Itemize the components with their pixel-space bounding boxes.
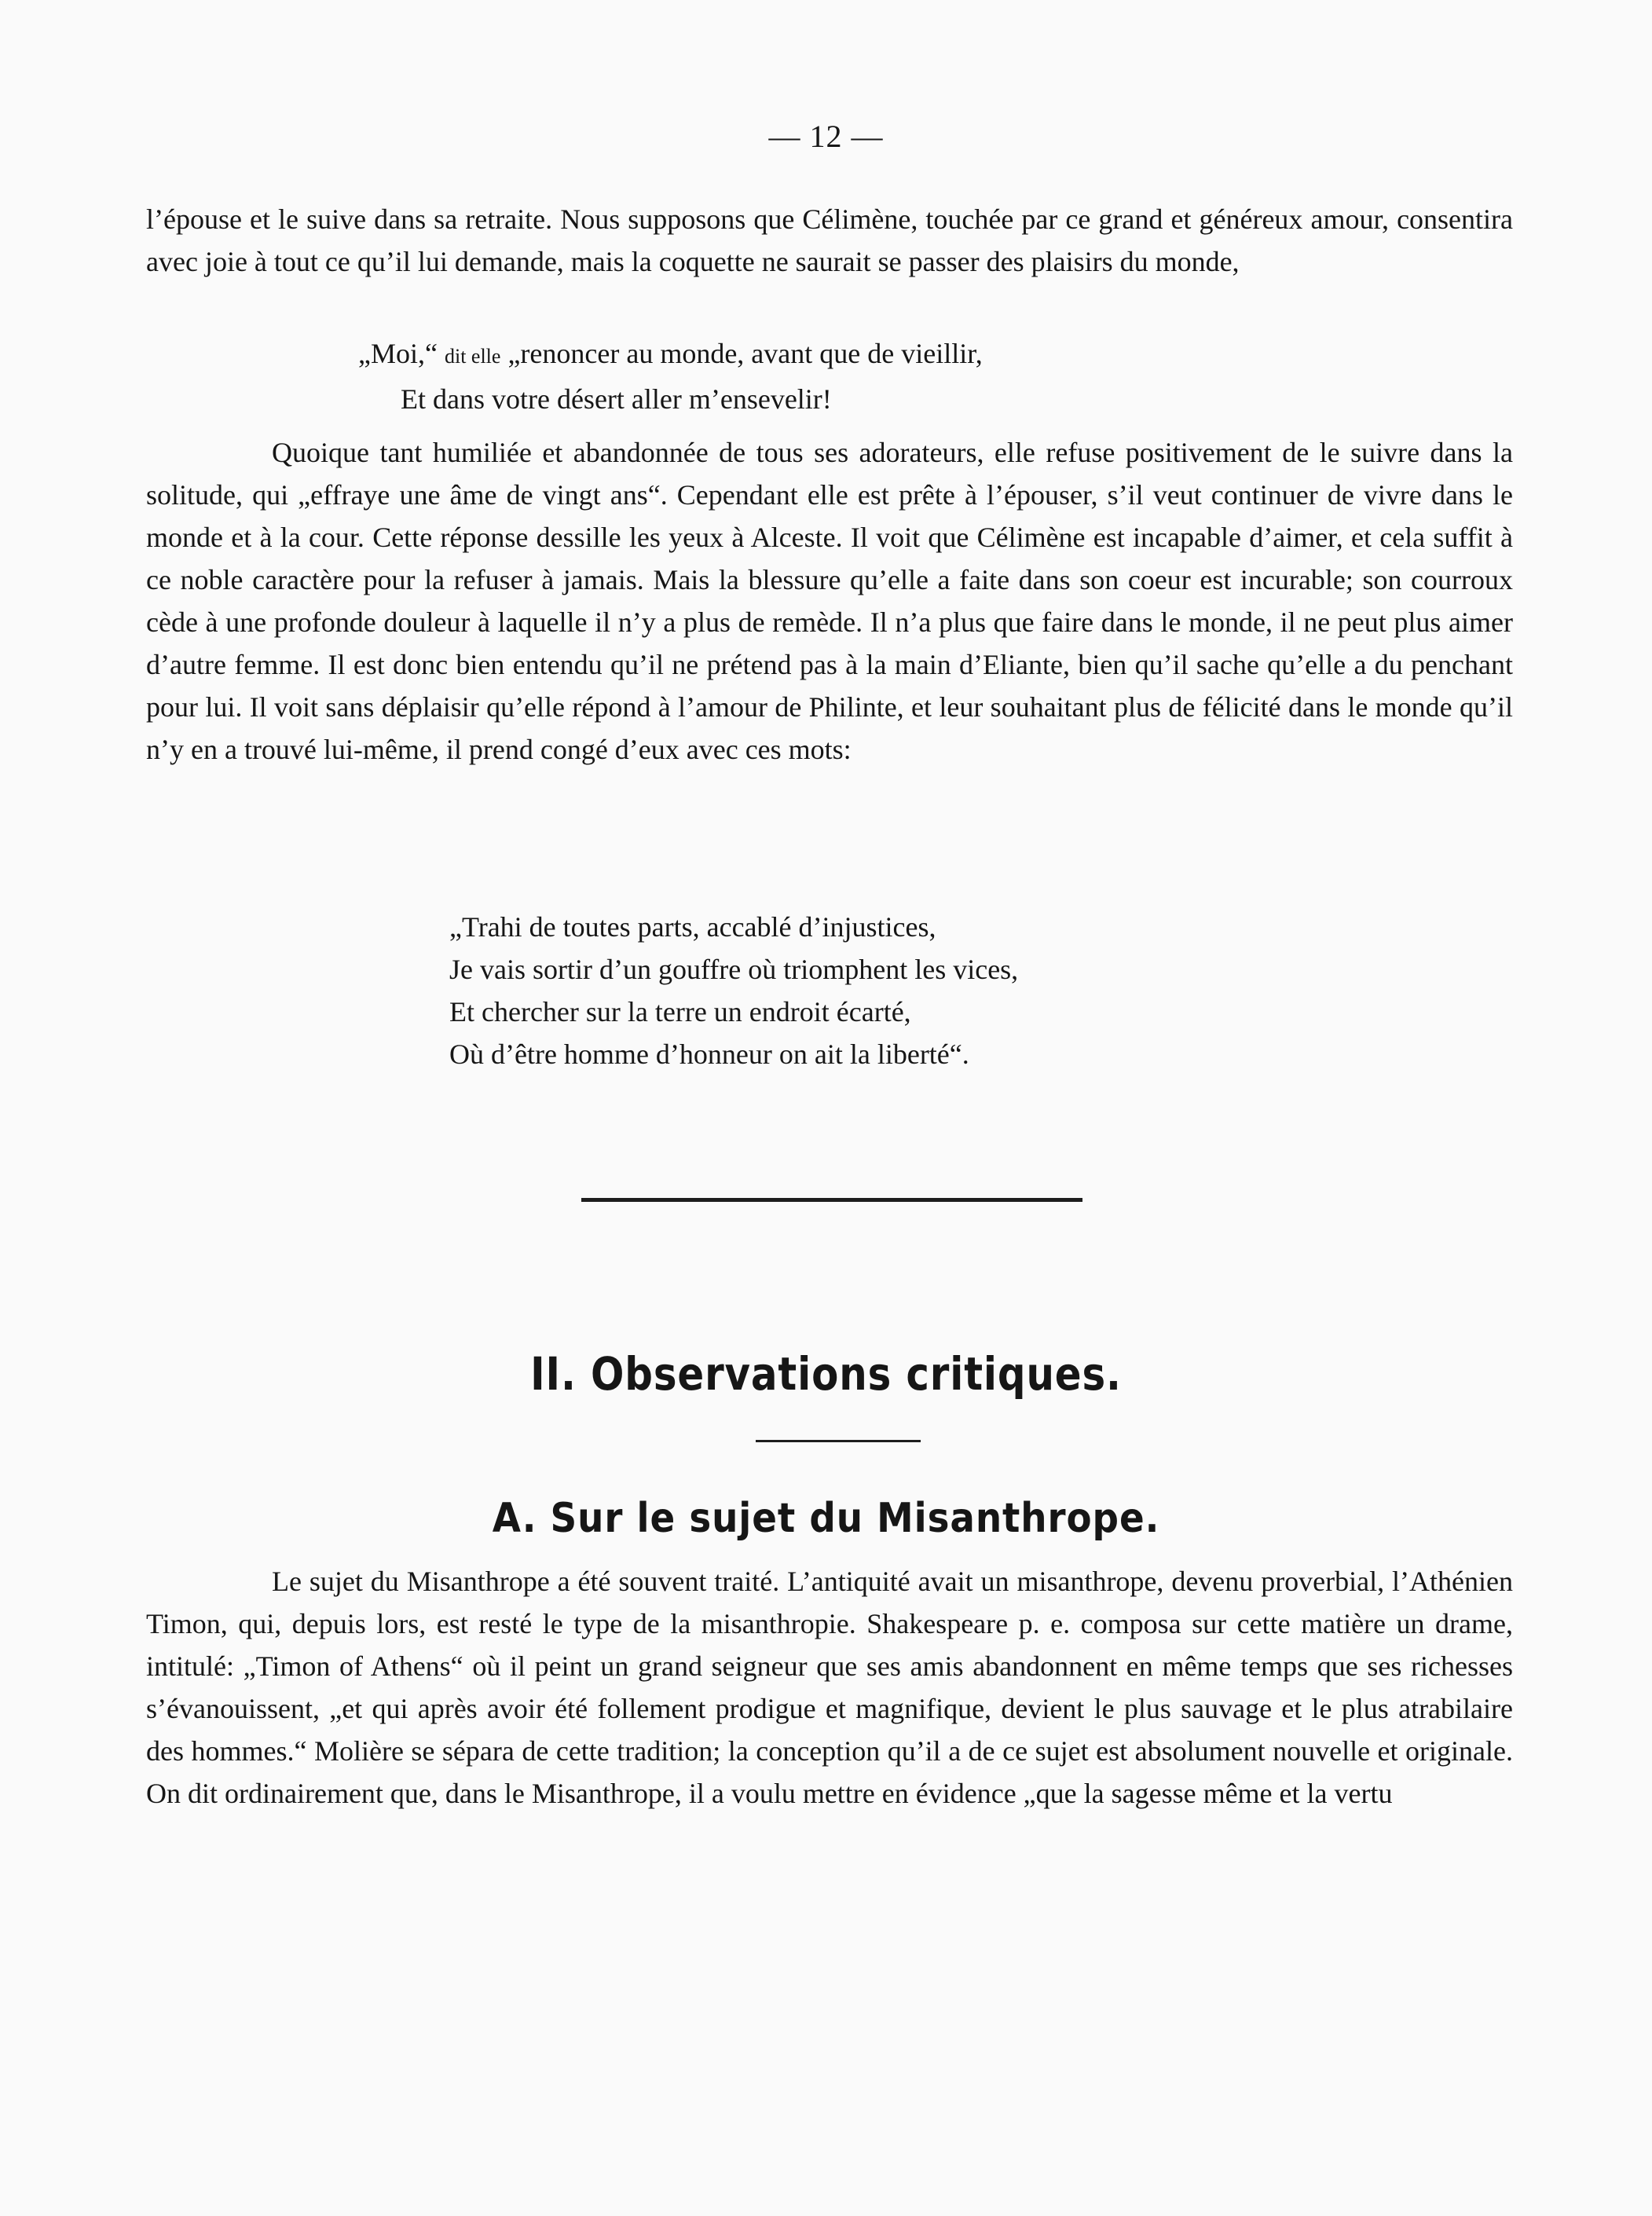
section-title: II. Observations critiques. (530, 1347, 1122, 1401)
paragraph-text: Le sujet du Misanthrope a été souvent traité. L’antiquité avait un misanthrope, devenu proverbial, l’Athénien Timon, qui, depuis lors, est resté le type de la misanthropie. Shakespeare p. e. composa sur cette matière un drame, intitulé: „Timon of Athens“ où il peint un grand seigneur que ses amis abandonnent en même temps que ses richesses s’évanouissent, „et qui après avoir été follement prodigue et magnifique, devient le plus sauvage et le plus atrabilaire des hommes.“ Molière se sépara de cette tradition; la conception qu’il a de ce sujet est absolument nouvelle et originale. On dit ordinairement que, dans le Misanthrope, il a voulu mettre en évidence „que la sagesse même et la vertu (146, 1566, 1513, 1809)
paragraph-continuation (146, 198, 1513, 283)
paragraph-alceste (146, 431, 1513, 771)
paragraph-text: Quoique tant humiliée et abandonnée de tous ses adorateurs, elle refuse positivement de le suivre dans la solitude, qui „effraye une âme de vingt ans“. Cependant elle est prête à l’épouser, s’il veut continuer de vivre dans le monde et à la cour. Cette réponse dessille les yeux à Alceste. Il voit que Célimène est incapable d’aimer, et cela suffit à ce noble caractère pour la refuser à jamais. Mais la blessure qu’elle a faite dans son coeur est incurable; son courroux cède à une profonde douleur à laquelle il n’y a plus de remède. Il n’a plus que faire dans le monde, il ne peut plus aimer d’autre femme. Il est donc bien entendu qu’il ne prétend pas à la main d’Eliante, bien qu’il sache qu’elle a du penchant pour lui. Il voit sans déplaisir qu’elle répond à l’amour de Philinte, et leur souhaitant plus de félicité dans le monde qu’il n’y en a trouvé lui-même, il prend congé d’eux avec ces mots: (146, 437, 1513, 765)
verse-line: Je vais sortir d’un gouffre où triomphent les vices, (449, 954, 1019, 985)
page-number: — 12 — (768, 119, 884, 154)
verse-line: Où d’être homme d’honneur on ait la liberté“. (449, 1038, 969, 1070)
section-divider (581, 1198, 1082, 1202)
verse-line: „Trahi de toutes parts, accablé d’injustices, (449, 911, 936, 943)
verse-fragment: „renoncer au monde, avant que de vieillir, (507, 338, 983, 369)
quote-celimene (358, 332, 983, 420)
verse-fragment: „Moi,“ (358, 338, 438, 369)
verse-line (358, 332, 983, 378)
paragraph-text: l’épouse et le suive dans sa retraite. Nous supposons que Célimène, touchée par ce grand et généreux amour, consentira avec joie à tout ce qu’il lui demande, mais la coquette ne saurait se passer des plaisirs du monde, (146, 203, 1513, 277)
paragraph-subject (146, 1560, 1513, 1815)
quote-alceste (449, 906, 1018, 1075)
verse-line: Et dans votre désert aller m’ensevelir! (401, 383, 832, 415)
title-divider (756, 1440, 921, 1442)
verse-aside: dit elle (444, 345, 501, 368)
subsection-title: A. Sur le sujet du Misanthrope. (492, 1495, 1160, 1542)
verse-line: Et chercher sur la terre un endroit écarté, (449, 996, 911, 1027)
